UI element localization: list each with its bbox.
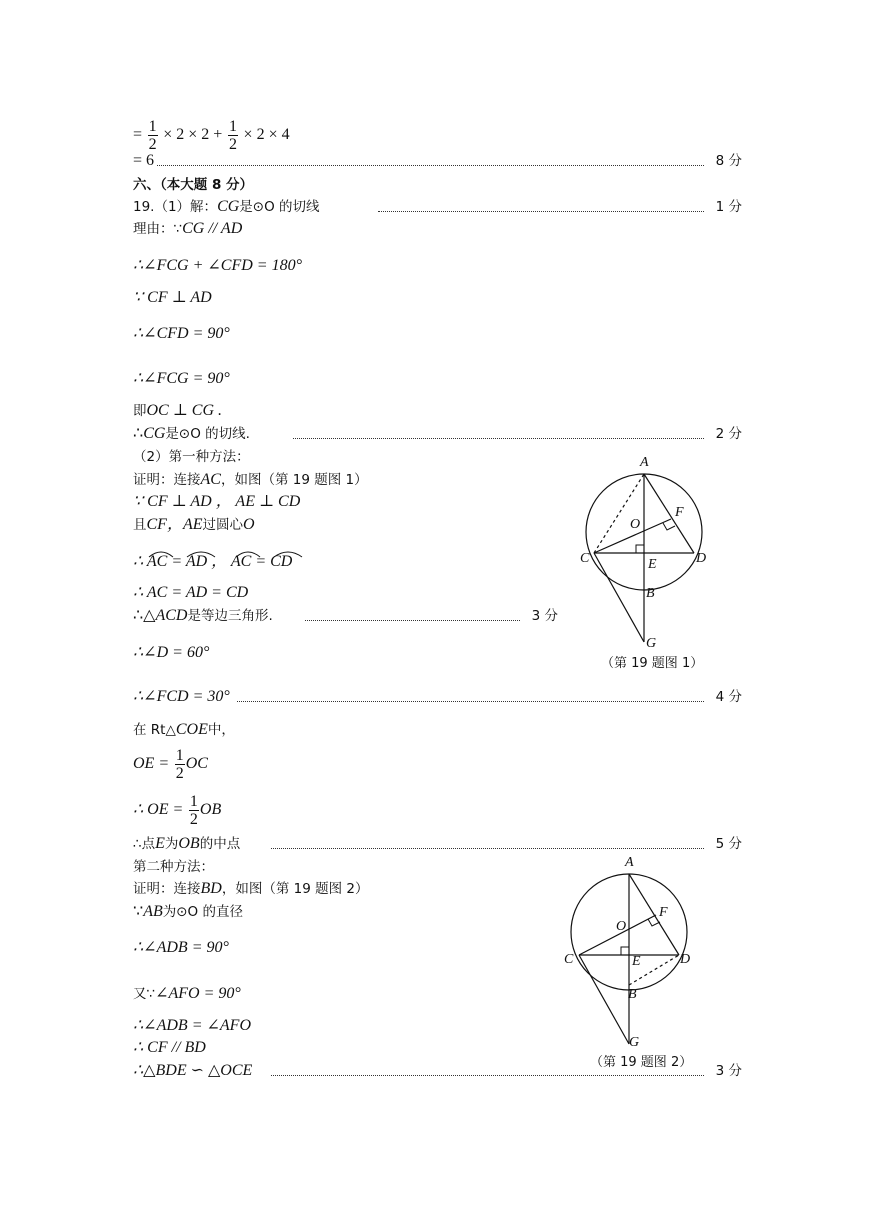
frac-num: 1 — [189, 792, 198, 810]
step-line — [133, 368, 230, 390]
text-suffix: 中， — [207, 722, 235, 738]
score-label: 1 分 — [715, 199, 742, 215]
proof-line — [133, 469, 368, 491]
text-prefix: 又∵ — [133, 986, 156, 1002]
frac-den: 2 — [175, 764, 184, 782]
text-suffix: 是⊙O 的切线. — [165, 426, 250, 442]
expr-middle: × 2 × 2 + — [163, 126, 223, 143]
method1-title — [133, 446, 250, 468]
step-line — [133, 901, 243, 923]
fraction-line — [133, 742, 208, 786]
score-label: 3 分 — [531, 608, 558, 624]
label-d: D — [696, 551, 707, 566]
math-expr: ∴∠FCD = 30° — [133, 688, 230, 705]
right-angle-mark-e — [621, 947, 629, 955]
math-expr: CG // AD — [182, 220, 243, 237]
equals-sign: = — [133, 126, 143, 143]
step-line — [133, 514, 255, 536]
method-title: 第二种方法： — [133, 859, 214, 875]
label-a: A — [625, 855, 634, 870]
math-expr: ∴∠FCG + ∠CFD = 180° — [133, 257, 302, 274]
label-c: C — [564, 952, 574, 967]
dot-leader — [271, 1075, 704, 1076]
right-angle-mark-e — [636, 545, 644, 553]
fraction-line — [133, 788, 221, 832]
score-label: 8 分 — [715, 153, 742, 169]
math-left: ∴ OE = — [133, 801, 184, 818]
q19-part1-line — [133, 196, 742, 218]
label-e: E — [648, 557, 657, 572]
math-expr: BD — [200, 880, 222, 897]
math-expr: ∴∠FCG = 90° — [133, 370, 230, 387]
text-prefix: ∵ — [133, 903, 144, 920]
q19-text: 是⊙O 的切线 — [239, 199, 320, 215]
reason-line — [133, 218, 242, 240]
fraction-half — [189, 793, 199, 828]
fraction-half-2 — [228, 118, 238, 153]
text-suffix: 的中点 — [199, 836, 241, 852]
math-expr: ∴△BDE ∽ △OCE — [133, 1062, 253, 1079]
dot-leader — [378, 211, 704, 212]
dot-leader — [305, 620, 520, 621]
text-prefix: ∴ — [133, 425, 144, 442]
math-expr: ∵ CF ⊥ AD — [133, 289, 212, 306]
math-expr: ∴∠CFD = 90° — [133, 325, 230, 342]
result-text: = 6 — [133, 152, 155, 169]
math-expr: ∴ AC = AD ， AC = CD — [133, 553, 293, 570]
step-line-scored — [133, 605, 558, 627]
result-line — [133, 150, 742, 172]
score-label: 3 分 — [715, 1063, 742, 1079]
math-expr: ∴∠ADB = ∠AFO — [133, 1017, 251, 1034]
frac-num: 1 — [228, 117, 237, 135]
math-cg: CG — [217, 198, 240, 215]
dot-leader — [271, 848, 704, 849]
label-f: F — [659, 905, 668, 920]
frac-num: 1 — [148, 117, 157, 135]
line-ad — [629, 874, 679, 955]
step-line — [133, 937, 229, 959]
label-g: G — [629, 1035, 640, 1050]
step-line — [133, 1037, 206, 1059]
math-expr: AC — [200, 471, 221, 488]
math-expr: CG — [143, 425, 166, 442]
math-right: OC — [185, 755, 208, 772]
fraction-half-1 — [148, 118, 158, 153]
proof-line — [133, 878, 368, 900]
text-suffix: 过圆心 — [202, 517, 243, 533]
math-expr: COE — [175, 721, 208, 738]
math-expr: ∴ CF // BD — [133, 1039, 206, 1056]
text-prefix: 且 — [133, 517, 147, 533]
step-line — [133, 642, 209, 664]
step-line — [133, 491, 300, 513]
label-o: O — [630, 517, 641, 532]
method2-title — [133, 856, 214, 878]
math-expr: OC ⊥ CG . — [146, 402, 222, 419]
label-e: E — [632, 954, 641, 969]
question-number: 19.（1）解： — [133, 199, 218, 215]
label-c: C — [580, 551, 590, 566]
math-ob: OB — [178, 835, 200, 852]
geometry-figure-2 — [555, 852, 705, 1052]
frac-den: 2 — [228, 135, 237, 153]
reason-label: 理由：∵ — [133, 221, 183, 237]
line-ac-dashed — [594, 474, 644, 553]
geometry-figure-1 — [570, 452, 720, 652]
label-a: A — [640, 455, 649, 470]
label-d: D — [680, 952, 691, 967]
math-e: E — [155, 835, 165, 852]
section-heading — [133, 174, 253, 196]
math-expr: ACD — [155, 607, 188, 624]
step-line-scored — [133, 423, 742, 445]
frac-den: 2 — [189, 810, 198, 828]
math-expr: ∴∠ADB = 90° — [133, 939, 229, 956]
label-o: O — [616, 919, 627, 934]
step-line — [133, 323, 230, 345]
score-label: 4 分 — [715, 689, 742, 705]
step-line — [133, 582, 248, 604]
math-expr: CF，AE — [146, 516, 203, 533]
label-f: F — [675, 505, 684, 520]
line-ad — [644, 474, 694, 553]
math-expr: ∠AFO = 90° — [155, 985, 241, 1002]
right-angle-mark-f — [648, 919, 660, 926]
right-angle-mark-f — [663, 523, 675, 530]
text-prefix: ∴△ — [133, 607, 156, 624]
text-suffix: 为⊙O 的直径 — [162, 904, 243, 920]
fraction-half — [175, 747, 185, 782]
section-title: 六、（本大题 8 分） — [133, 177, 254, 193]
dot-leader — [237, 701, 704, 702]
text-prefix: 证明：连接 — [133, 881, 201, 897]
math-left: OE = — [133, 755, 170, 772]
math-expr: ∴ AC = AD = CD — [133, 584, 249, 601]
text-suffix: ，如图（第 19 题图 2） — [221, 881, 369, 897]
figure-2-caption: （第 19 题图 2） — [590, 1055, 693, 1070]
text-prefix: 证明：连接 — [133, 472, 201, 488]
step-line — [133, 719, 235, 741]
step-line — [133, 400, 222, 422]
math-expr: ∴∠D = 60° — [133, 644, 210, 661]
label-b: B — [628, 987, 637, 1002]
step-line — [133, 983, 241, 1005]
step-line-arcs — [133, 551, 292, 573]
expr-end: × 2 × 4 — [243, 126, 290, 143]
dot-leader — [157, 165, 704, 166]
step-line — [133, 1015, 251, 1037]
math-expr: ∵ CF ⊥ AD ， AE ⊥ CD — [133, 493, 301, 510]
arc-marks — [133, 545, 313, 559]
text-prefix: 在 Rt△ — [133, 722, 176, 738]
text-prefix: 即 — [133, 403, 147, 419]
dot-leader — [293, 438, 704, 439]
step-line — [133, 287, 212, 309]
label-g: G — [646, 636, 657, 651]
score-label: 2 分 — [715, 426, 742, 442]
line-cg — [579, 955, 629, 1044]
figure-1-caption: （第 19 题图 1） — [601, 656, 704, 671]
text-prefix: ∴点 — [133, 836, 156, 852]
line-cg — [594, 553, 644, 642]
text-suffix: 是等边三角形. — [187, 608, 273, 624]
score-label: 5 分 — [715, 836, 742, 852]
text-suffix: ，如图（第 19 题图 1） — [220, 472, 368, 488]
step-line-scored — [133, 686, 742, 708]
frac-num: 1 — [175, 746, 184, 764]
math-expr: AB — [143, 903, 163, 920]
text-mid: 为 — [164, 836, 179, 852]
frac-den: 2 — [148, 135, 157, 153]
math-o: O — [243, 516, 255, 533]
label-b: B — [646, 586, 655, 601]
step-line — [133, 255, 302, 277]
math-right: OB — [199, 801, 222, 818]
method-title: （2）第一种方法： — [133, 449, 250, 465]
